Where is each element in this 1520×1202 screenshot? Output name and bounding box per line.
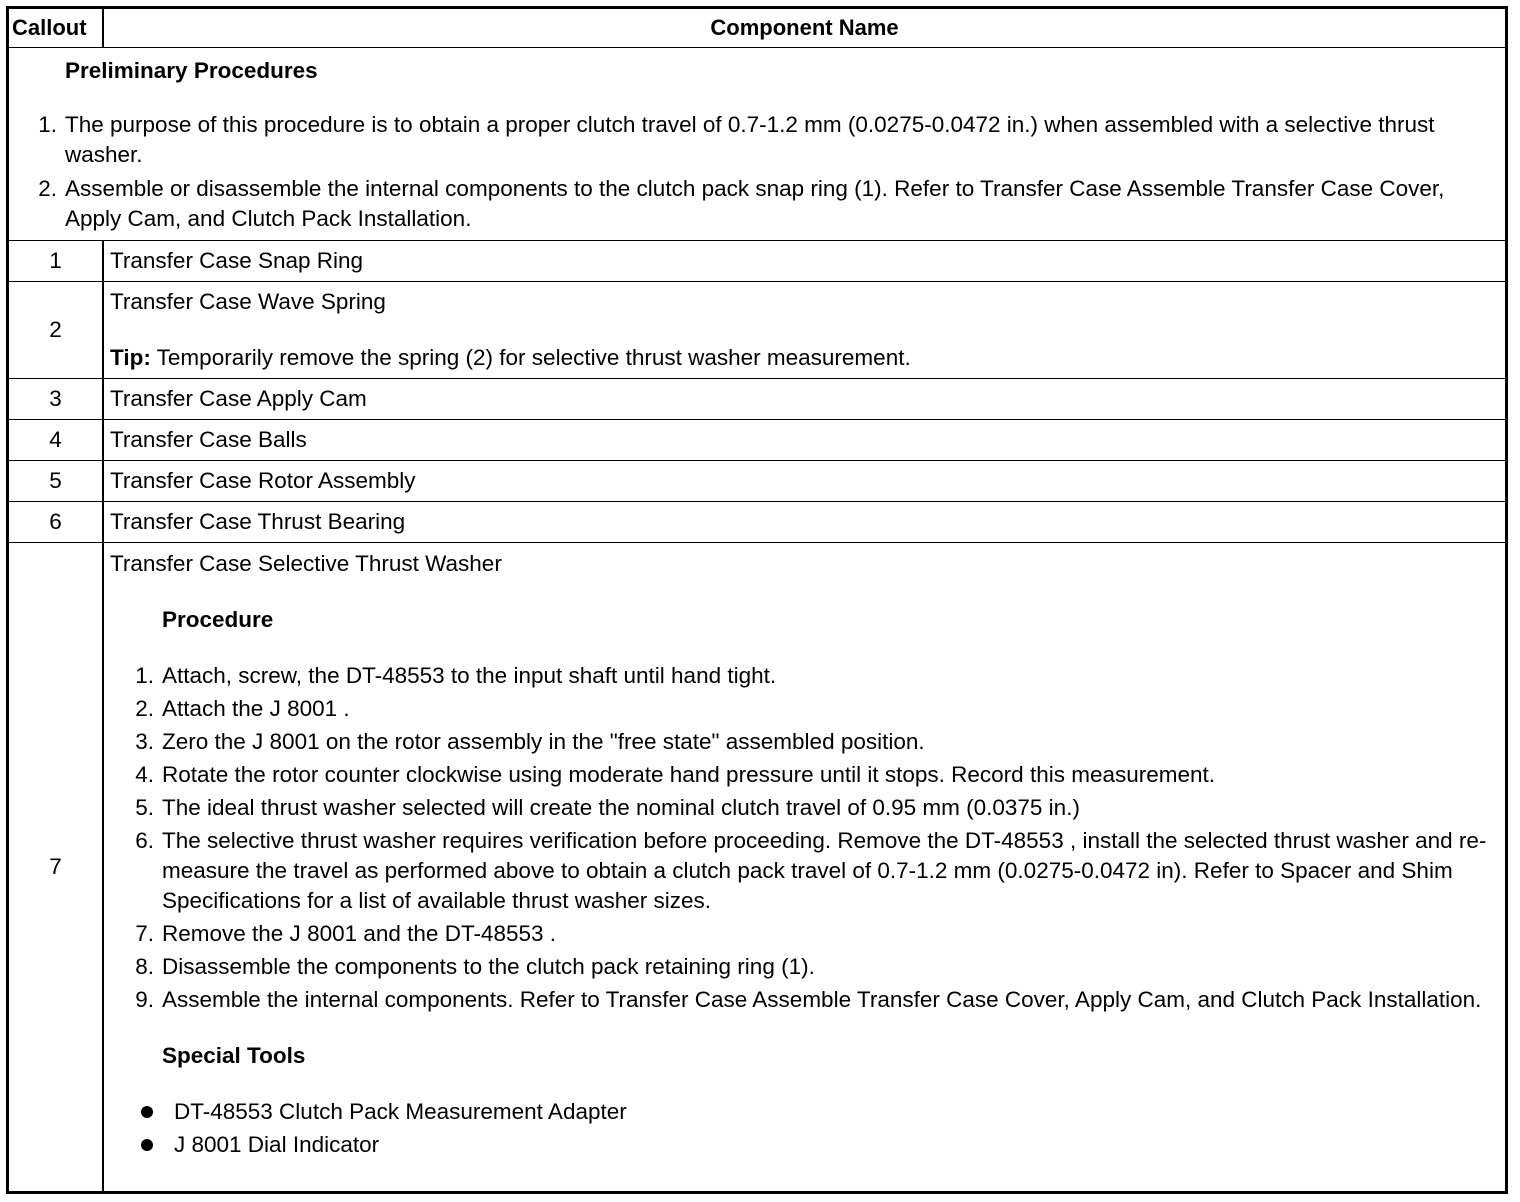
bullet-icon <box>141 1106 153 1118</box>
component-name-header: Component Name <box>103 9 1505 48</box>
list-item: J 8001 Dial Indicator <box>124 1130 1501 1160</box>
preliminary-row <box>9 48 1505 241</box>
bullet-icon <box>141 1139 153 1151</box>
component-name: Transfer Case Snap Ring <box>103 241 1505 282</box>
component-cell <box>103 543 1505 1192</box>
component-table-frame <box>6 6 1508 1194</box>
callout-number: 7 <box>9 543 103 1192</box>
table-row <box>9 241 1505 282</box>
callout-number: 6 <box>9 502 103 543</box>
preliminary-procedures <box>9 48 1505 241</box>
list-item: 7. Remove the J 8001 and the DT-48553 . <box>135 921 557 946</box>
list-item: 9. Assemble the internal components. Refer to Transfer Case Assemble Transfer Case Cover, Apply Cam, and Clutch Pack Installation. <box>135 987 1482 1012</box>
table-row <box>9 543 1505 1192</box>
component-name: Transfer Case Selective Thrust Washer <box>110 551 502 576</box>
component-name: Transfer Case Wave Spring <box>110 289 386 314</box>
table-row <box>9 379 1505 420</box>
list-item: DT-48553 Clutch Pack Measurement Adapter <box>124 1097 1501 1127</box>
table-row <box>9 282 1505 379</box>
list-item: 4. Rotate the rotor counter clockwise using moderate hand pressure until it stops. Record this measurement. <box>135 762 1216 787</box>
header-row <box>9 9 1505 48</box>
tip-label: Tip: <box>110 345 151 370</box>
list-item: 1. Attach, screw, the DT-48553 to the input shaft until hand tight. <box>135 663 777 688</box>
preliminary-heading: Preliminary Procedures <box>65 58 318 83</box>
special-tools-list <box>124 1097 1501 1160</box>
list-item: 3. Zero the J 8001 on the rotor assembly in the "free state" assembled position. <box>135 729 925 754</box>
callout-number: 4 <box>9 420 103 461</box>
list-item: 2. Assemble or disassemble the internal components to the clutch pack snap ring (1). Refer to Transfer Case Assemble Transfer Case Cover, Apply Cam, and Clutch Pack Installation. <box>38 176 1445 231</box>
callout-number: 5 <box>9 461 103 502</box>
tip-note <box>110 343 1501 373</box>
procedure-heading: Procedure <box>162 607 274 632</box>
component-name: Transfer Case Thrust Bearing <box>103 502 1505 543</box>
table-row <box>9 461 1505 502</box>
list-item: 8. Disassemble the components to the clutch pack retaining ring (1). <box>135 954 815 979</box>
list-item: 5. The ideal thrust washer selected will create the nominal clutch travel of 0.95 mm (0.0375 in.) <box>135 795 1080 820</box>
component-name: Transfer Case Balls <box>103 420 1505 461</box>
procedure-steps <box>124 661 1501 1015</box>
component-table <box>9 9 1505 1191</box>
tip-text: Temporarily remove the spring (2) for selective thrust washer measurement. <box>150 345 911 370</box>
table-row <box>9 502 1505 543</box>
callout-number: 3 <box>9 379 103 420</box>
callout-number: 2 <box>9 282 103 379</box>
list-item: 6. The selective thrust washer requires verification before proceeding. Remove the DT-48553 , install the selected thrust washer and re-measure the travel as performed above to obtain a clutch pack travel of 0.7-1.2 mm (0.0275-0.0472 in). Refer to Spacer and Shim Specifications for a list of available thrust washer sizes. <box>135 828 1487 913</box>
component-name: Transfer Case Apply Cam <box>103 379 1505 420</box>
component-cell <box>103 282 1505 379</box>
table-row <box>9 420 1505 461</box>
callout-header: Callout <box>9 9 103 48</box>
list-item: 2. Attach the J 8001 . <box>135 696 350 721</box>
component-name: Transfer Case Rotor Assembly <box>103 461 1505 502</box>
preliminary-steps <box>27 110 1497 234</box>
callout-number: 1 <box>9 241 103 282</box>
list-item: 1. The purpose of this procedure is to obtain a proper clutch travel of 0.7-1.2 mm (0.0275-0.0472 in.) when assembled with a selective thrust washer. <box>38 112 1435 167</box>
special-tools-heading: Special Tools <box>162 1043 306 1068</box>
